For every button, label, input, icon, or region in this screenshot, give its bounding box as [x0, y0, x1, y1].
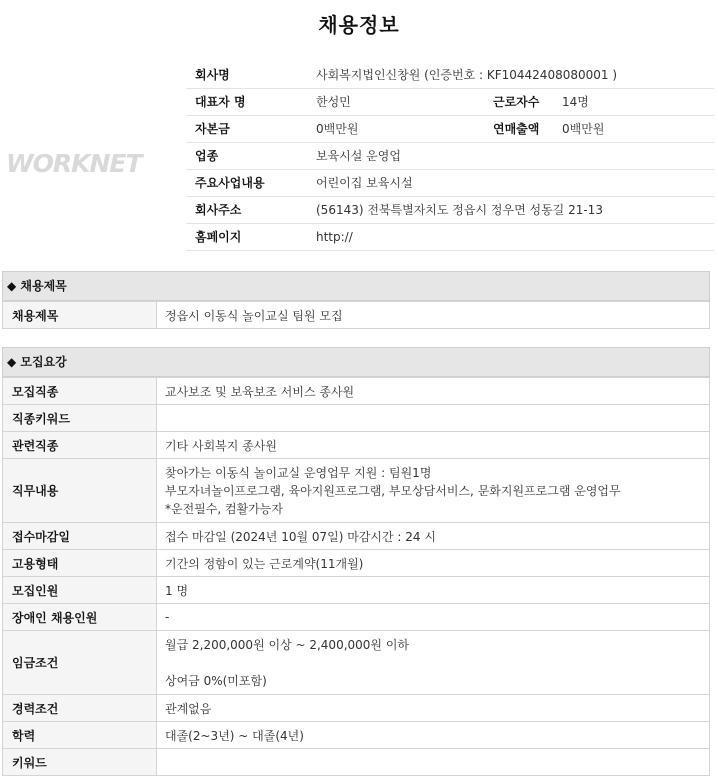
ceo-value: 한성민 [316, 88, 484, 115]
related-job-value: 기타 사회복지 종사원 [157, 432, 710, 459]
company-info-table [186, 61, 714, 251]
related-job-label: 관련직종 [3, 432, 157, 459]
address-value: (56143) 전북특별자치도 정읍시 정우면 성동길 21-13 [316, 196, 714, 223]
wage-line: 월급 2,200,000원 이상 ~ 2,400,000원 이하 [165, 637, 410, 652]
education-value: 대졸(2~3년) ~ 대졸(4년) [157, 722, 710, 749]
business-label: 주요사업내용 [186, 169, 316, 196]
duty-value [157, 459, 710, 523]
industry-label: 업종 [186, 142, 316, 169]
job-title-heading: ◆ 채용제목 [2, 271, 710, 301]
company-row-name [186, 61, 714, 88]
worknet-logo: WORKNET [6, 149, 142, 178]
career-label: 경력조건 [3, 695, 157, 722]
duty-line: 찾아가는 이동식 놀이교실 운영업무 지원 : 팀원1명 [165, 465, 432, 480]
education-label: 학력 [3, 722, 157, 749]
address-label: 회사주소 [186, 196, 316, 223]
row-disabled-hiring [3, 604, 710, 631]
page-title: 채용정보 [318, 13, 400, 37]
company-row-capital [186, 115, 714, 142]
business-value: 어린이집 보육시설 [316, 169, 714, 196]
workers-value: 14명 [562, 88, 714, 115]
capital-label: 자본금 [186, 115, 316, 142]
job-title-table [2, 301, 710, 329]
requirements-table [2, 377, 710, 776]
job-keyword-value [157, 405, 710, 432]
row-headcount [3, 577, 710, 604]
homepage-label: 홈페이지 [186, 223, 316, 250]
company-row-business [186, 169, 714, 196]
sales-value: 0백만원 [562, 115, 714, 142]
disabled-hiring-value: - [157, 604, 710, 631]
workers-label: 근로자수 [484, 88, 562, 115]
company-row-ceo [186, 88, 714, 115]
keyword-label: 키워드 [3, 749, 157, 776]
deadline-value: 접수 마감일 (2024년 10월 07일) 마감시간 : 24 시 [157, 523, 710, 550]
bonus-line: 상여금 0%(미포함) [165, 673, 267, 688]
job-title-value: 정읍시 이동식 놀이교실 팀원 모집 [157, 302, 710, 329]
company-row-address [186, 196, 714, 223]
row-career [3, 695, 710, 722]
job-type-value: 교사보조 및 보육보조 서비스 종사원 [157, 378, 710, 405]
headcount-label: 모집인원 [3, 577, 157, 604]
requirements-section [2, 347, 710, 776]
sales-label: 연매출액 [484, 115, 562, 142]
homepage-link[interactable]: http:// [316, 223, 714, 250]
row-wage [3, 631, 710, 695]
employment-type-value: 기간의 정함이 있는 근로계약(11개월) [157, 550, 710, 577]
duty-label: 직무내용 [3, 459, 157, 523]
row-related-job [3, 432, 710, 459]
row-employment-type [3, 550, 710, 577]
row-keyword [3, 749, 710, 776]
row-job-keyword [3, 405, 710, 432]
duty-line: *운전필수, 컴활가능자 [165, 501, 283, 516]
disabled-hiring-label: 장애인 채용인원 [3, 604, 157, 631]
company-row-industry [186, 142, 714, 169]
requirements-heading: ◆ 모집요강 [2, 347, 710, 377]
company-row-homepage [186, 223, 714, 250]
row-job-type [3, 378, 710, 405]
industry-value: 보육시설 운영업 [316, 142, 714, 169]
deadline-label: 접수마감일 [3, 523, 157, 550]
wage-label: 임금조건 [3, 631, 157, 695]
keyword-value [157, 749, 710, 776]
company-name-value: 사회복지법인신창원 (인증번호 : KF10442408080001 ) [316, 61, 714, 88]
capital-value: 0백만원 [316, 115, 484, 142]
row-deadline [3, 523, 710, 550]
employment-type-label: 고용형태 [3, 550, 157, 577]
row-education [3, 722, 710, 749]
row-duty [3, 459, 710, 523]
wage-value [157, 631, 710, 695]
job-title-label: 채용제목 [3, 302, 157, 329]
headcount-value: 1 명 [157, 577, 710, 604]
job-title-section [2, 271, 710, 329]
job-keyword-label: 직종키워드 [3, 405, 157, 432]
career-value: 관계없음 [157, 695, 710, 722]
ceo-label: 대표자 명 [186, 88, 316, 115]
job-type-label: 모집직종 [3, 378, 157, 405]
company-name-label: 회사명 [186, 61, 316, 88]
duty-line: 부모자녀놀이프로그램, 육아지원프로그램, 부모상담서비스, 문화지원프로그램 운영업무 [165, 483, 621, 498]
